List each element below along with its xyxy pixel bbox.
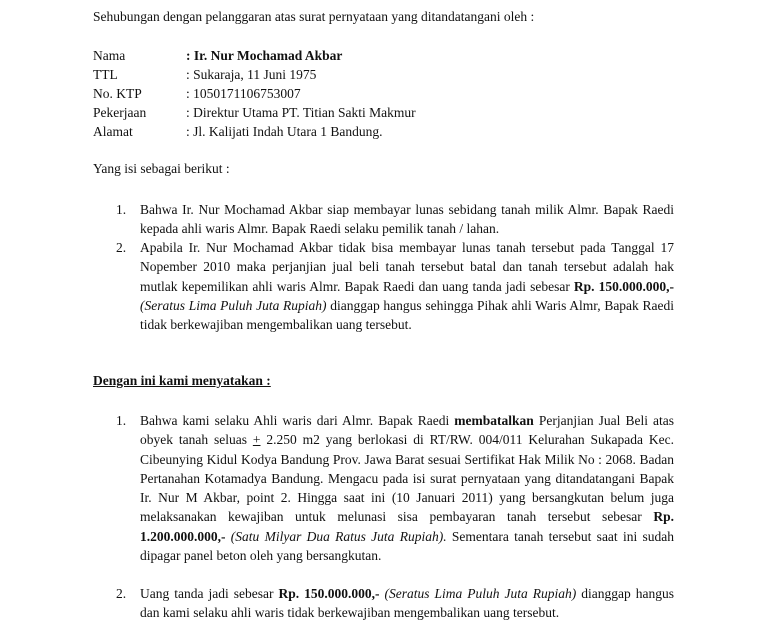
identity-label-ttl: TTL [93,67,118,82]
list2-item2-text: Uang tanda jadi sebesar Rp. 150.000.000,- (Seratus Lima Puluh Juta Rupiah) dianggap hangus dan kami selaku ahli waris tidak berkewajiban mengembalikan uang tersebut. [140,586,675,621]
list2-item2-amount: Rp. 150.000.000,- [278,586,380,601]
list1-item2-amount: Rp. 150.000.000,- [573,278,674,294]
list1-item2-amount-words: (Seratus Lima Puluh Juta Rupiah) [140,297,327,313]
declaration-heading: Dengan ini kami menyatakan : [93,373,271,388]
list2-item1-text: Bahwa kami selaku Ahli waris dari Almr. Bapak Raedi membatalkan Perjanjian Jual Beli atas obyek tanah seluas + 2.250 m2 yang berlokasi di RT/RW. 004/011 Kelurahan Sukapada Kec. Cibeunying Kidul Kodya Bandung Prov. Jawa Barat sesuai Sertifikat Hak Milik No : 2068. Badan Pertanahan Kotamadya Bandung. Mengacu pada isi surat pernyataan yang ditandatangani Bapak Ir. Nur M Akbar, point 2. Hingga saat ini (10 Januari 2011) yang bersangkutan belum juga melaksanakan kewajiban untuk melunasi sisa pembayaran tanah tersebut sebesar Rp. 1.200.000.000,- (Satu Milyar Dua Ratus Juta Rupiah). Sementara tanah tersebut saat ini sudah dipagar panel beton oleh yang bersangkutan. [140,413,675,564]
identity-value-ktp: : 1050171106753007 [186,86,301,101]
list2-item1-number: 1. [116,413,127,428]
list2-item1-amount-words: (Satu Milyar Dua Ratus Juta Rupiah). [230,528,447,544]
identity-value-address: : Jl. Kalijati Indah Utara 1 Bandung. [186,124,383,139]
list2-item2-amount-words: (Seratus Lima Puluh Juta Rupiah) [384,586,577,601]
identity-value-name: : Ir. Nur Mochamad Akbar [186,48,343,63]
list1-item1-number: 1. [116,202,127,217]
list2-item2-number: 2. [116,586,127,601]
identity-label-job: Pekerjaan [93,105,147,120]
identity-label-ktp: No. KTP [93,86,142,101]
list2-item1-bold-word: membatalkan [454,413,534,428]
list1-item2-number: 2. [116,240,127,255]
plus-minus-sign: + [252,432,261,448]
identity-label-address: Alamat [93,124,133,139]
list1-item2-text: Apabila Ir. Nur Mochamad Akbar tidak bisa membayar lunas tanah tersebut pada Tanggal 17 Nopember 2010 maka perjanjian jual beli tanah tersebut batal dan tanah tersebut adalah hak mutlak kepemilikan ahli waris Almr. Bapak Raedi dan uang tanda jadi sebesar Rp. 150.000.000,- (Seratus Lima Puluh Juta Rupiah) dianggap hangus sehingga Pihak ahli Waris Almr, Bapak Raedi tidak berkewajiban mengembalikan uang tersebut. [140,240,674,333]
intro-text: Sehubungan dengan pelanggaran atas surat pernyataan yang ditandatangani oleh : [93,9,535,24]
list1-item1-text: Bahwa Ir. Nur Mochamad Akbar siap membayar lunas sebidang tanah milik Almr. Bapak Raedi kepada ahli waris Almr. Bapak Raedi selaku pemilik tanah / lahan. [140,202,674,237]
identity-value-job: : Direktur Utama PT. Titian Sakti Makmur [186,105,416,120]
list2-item1-amount: Rp. 1.200.000.000,- [140,509,674,544]
content-intro: Yang isi sebagai berikut : [93,161,230,176]
identity-label-name: Nama [93,48,126,63]
identity-value-ttl: : Sukaraja, 11 Juni 1975 [186,67,317,82]
